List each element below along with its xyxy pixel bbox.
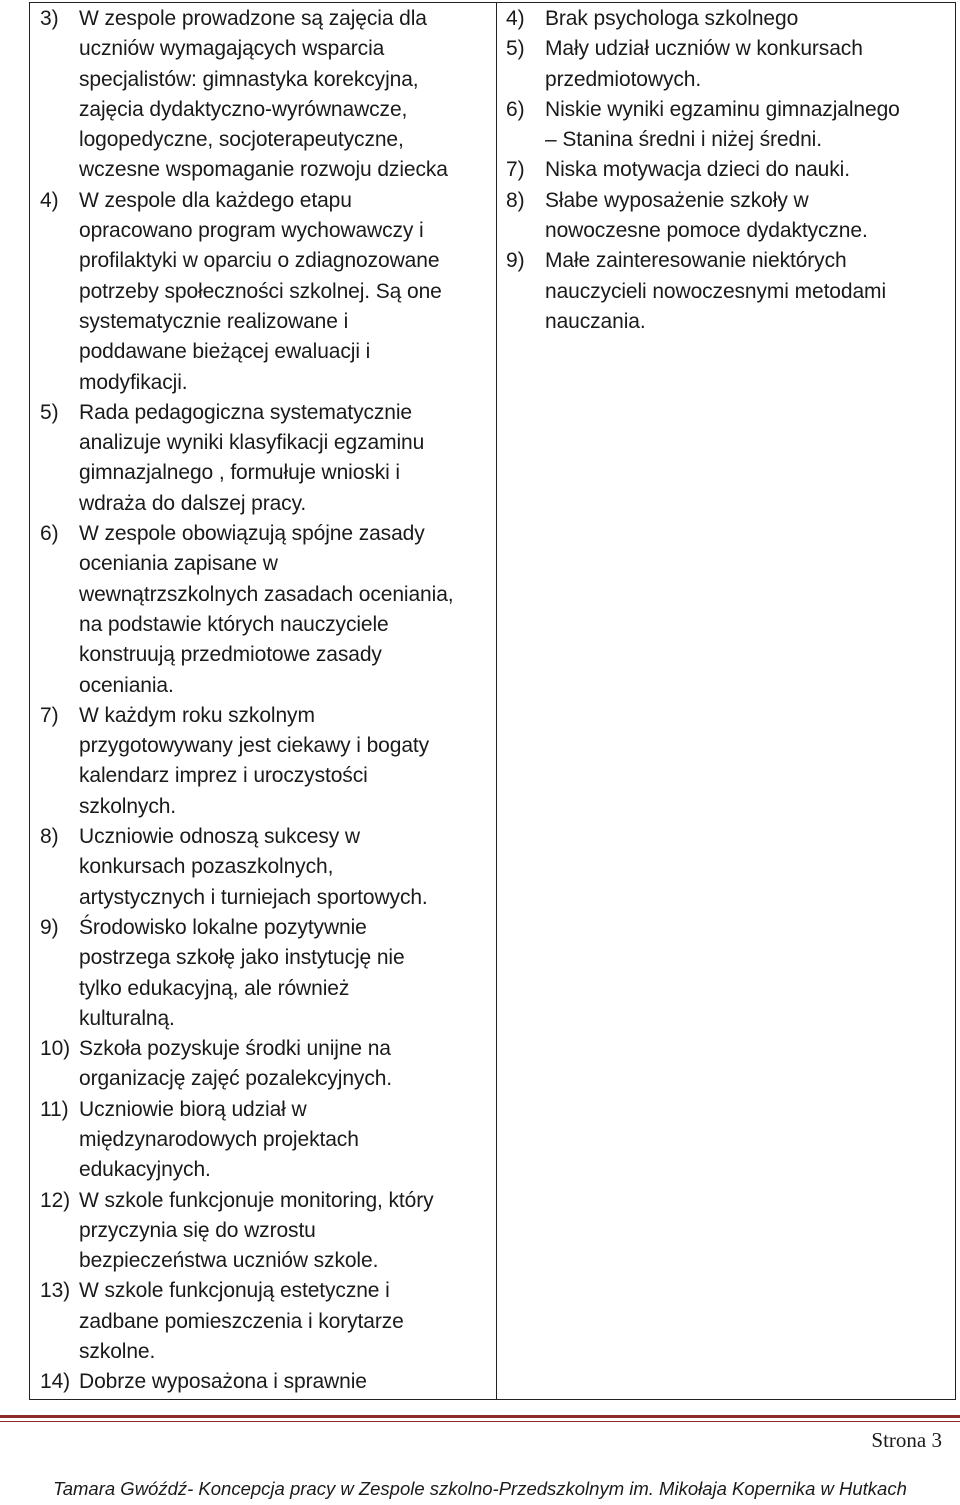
list-item-number: 14)	[40, 1370, 71, 1394]
list-item-line: międzynarodowych projektach	[79, 1127, 359, 1151]
list-item-line: profilaktyki w oparciu o zdiagnozowane	[79, 249, 440, 273]
list-item-number: 5)	[40, 400, 59, 424]
list-item-line: na podstawie których nauczyciele	[79, 612, 389, 636]
list-item-number: 7)	[506, 158, 525, 182]
list-item	[40, 519, 490, 701]
list-item-line: W zespole obowiązują spójne zasady	[79, 522, 425, 546]
list-item-line: szkolnych.	[79, 794, 177, 818]
list-item-line: specjalistów: gimnastyka korekcyjna,	[79, 67, 419, 91]
list-item	[40, 1367, 490, 1397]
column-divider	[496, 2, 497, 1400]
list-item	[40, 1276, 490, 1367]
list-item-line: Dobrze wyposażona i sprawnie	[79, 1370, 367, 1394]
list-item-line: wczesne wspomaganie rozwoju dziecka	[79, 158, 448, 182]
list-item-line: Szkoła pozyskuje środki unijne na	[79, 1037, 391, 1061]
list-item-line: wdraża do dalszej pracy.	[79, 491, 307, 515]
list-item-line: modyfikacji.	[79, 370, 188, 394]
list-item-line: kulturalną.	[79, 1006, 175, 1030]
list-item	[40, 186, 490, 398]
list-item	[40, 1034, 490, 1095]
list-item-line: W szkole funkcjonuje monitoring, który	[79, 1188, 434, 1212]
list-item-line: przyczynia się do wzrostu	[79, 1218, 316, 1242]
list-item	[40, 701, 490, 822]
list-item	[506, 246, 954, 337]
list-item-line: nauczycieli nowoczesnymi metodami	[545, 279, 887, 303]
list-item-line: postrzega szkołę jako instytucję nie	[79, 946, 405, 970]
weaknesses-column	[506, 4, 954, 337]
list-item-line: nauczania.	[545, 309, 646, 333]
list-item-line: potrzeby społeczności szkolnej. Są one	[79, 279, 442, 303]
list-item-line: oceniania zapisane w	[79, 552, 278, 576]
list-item-line: artystycznych i turniejach sportowych.	[79, 885, 428, 909]
list-item-number: 4)	[506, 7, 525, 30]
page-number: Strona 3	[871, 1428, 942, 1452]
list-item-line: analizuje wyniki klasyfikacji egzaminu	[79, 431, 425, 455]
list-item	[40, 1186, 490, 1277]
list-item-line: logopedyczne, socjoterapeutyczne,	[79, 128, 404, 152]
list-item	[40, 822, 490, 913]
list-item-number: 11)	[40, 1097, 69, 1121]
list-item-line: W szkole funkcjonują estetyczne i	[79, 1279, 390, 1303]
list-item	[506, 95, 954, 156]
list-item-line: konkursach pozaszkolnych,	[79, 855, 334, 879]
list-item	[40, 1095, 490, 1186]
list-item-line: edukacyjnych.	[79, 1158, 211, 1182]
list-item	[506, 34, 954, 95]
list-item-line: oceniania.	[79, 673, 174, 697]
list-item	[506, 155, 954, 185]
footer-rule-thin	[0, 1421, 960, 1422]
strengths-column	[40, 4, 490, 1398]
list-item-line: przygotowywany jest ciekawy i bogaty	[79, 734, 430, 758]
list-item-number: 5)	[506, 37, 525, 61]
list-item	[40, 4, 490, 186]
list-item-number: 4)	[40, 188, 59, 212]
list-item-line: Mały udział uczniów w konkursach	[545, 37, 863, 61]
list-item-line: W zespole prowadzone są zajęcia dla	[79, 7, 427, 30]
list-item-line: nowoczesne pomoce dydaktyczne.	[545, 219, 868, 243]
list-item-number: 12)	[40, 1188, 71, 1212]
list-item-number: 10)	[40, 1037, 71, 1061]
list-item-line: Uczniowie odnoszą sukcesy w	[79, 825, 360, 849]
list-item-line: Rada pedagogiczna systematycznie	[79, 400, 412, 424]
list-item-line: systematycznie realizowane i	[79, 309, 349, 333]
list-item-number: 8)	[40, 825, 59, 849]
list-item	[40, 913, 490, 1034]
footer-rule	[0, 1415, 960, 1418]
list-item-line: gimnazjalnego , formułuje wnioski i	[79, 461, 400, 485]
list-item-line: przedmiotowych.	[545, 67, 702, 91]
list-item-line: zajęcia dydaktyczno-wyrównawcze,	[79, 97, 408, 121]
list-item-line: opracowano program wychowawczy i	[79, 219, 424, 243]
list-item-line: W każdym roku szkolnym	[79, 703, 315, 727]
list-item-line: uczniów wymagających wsparcia	[79, 37, 385, 61]
list-item-number: 9)	[40, 915, 59, 939]
list-item-line: konstruują przedmiotowe zasady	[79, 643, 382, 667]
list-item-line: zadbane pomieszczenia i korytarze	[79, 1309, 404, 1333]
list-item-line: poddawane bieżącej ewaluacji i	[79, 340, 371, 364]
list-item-line: Niska motywacja dzieci do nauki.	[545, 158, 850, 182]
list-item-line: – Stanina średni i niżej średni.	[545, 128, 822, 152]
list-item-line: W zespole dla każdego etapu	[79, 188, 352, 212]
list-item-line: Środowisko lokalne pozytywnie	[79, 915, 367, 939]
list-item	[506, 4, 954, 34]
list-item-number: 9)	[506, 249, 525, 273]
footer-text: Tamara Gwóźdź- Koncepcja pracy w Zespole szkolno-Przedszkolnym im. Mikołaja Kopernika w Hutkach	[53, 1478, 907, 1499]
list-item-line: Słabe wyposażenie szkoły w	[545, 188, 809, 212]
list-item-line: tylko edukacyjną, ale również	[79, 976, 350, 1000]
list-item-line: wewnątrzszkolnych zasadach oceniania,	[79, 582, 454, 606]
list-item-line: organizację zajęć pozalekcyjnych.	[79, 1067, 393, 1091]
list-item-number: 8)	[506, 188, 525, 212]
list-item	[506, 186, 954, 247]
list-item-line: szkolne.	[79, 1340, 156, 1364]
list-item-line: Uczniowie biorą udział w	[79, 1097, 307, 1121]
list-item-number: 13)	[40, 1279, 71, 1303]
list-item-line: Małe zainteresowanie niektórych	[545, 249, 847, 273]
list-item-number: 7)	[40, 703, 59, 727]
list-item-number: 6)	[40, 522, 59, 546]
list-item-line: Niskie wyniki egzaminu gimnazjalnego	[545, 97, 900, 121]
list-item-line: kalendarz imprez i uroczystości	[79, 764, 368, 788]
list-item	[40, 398, 490, 519]
list-item-line: bezpieczeństwa uczniów szkole.	[79, 1249, 379, 1273]
list-item-number: 3)	[40, 7, 59, 30]
list-item-line: Brak psychologa szkolnego	[545, 7, 799, 30]
list-item-number: 6)	[506, 97, 525, 121]
